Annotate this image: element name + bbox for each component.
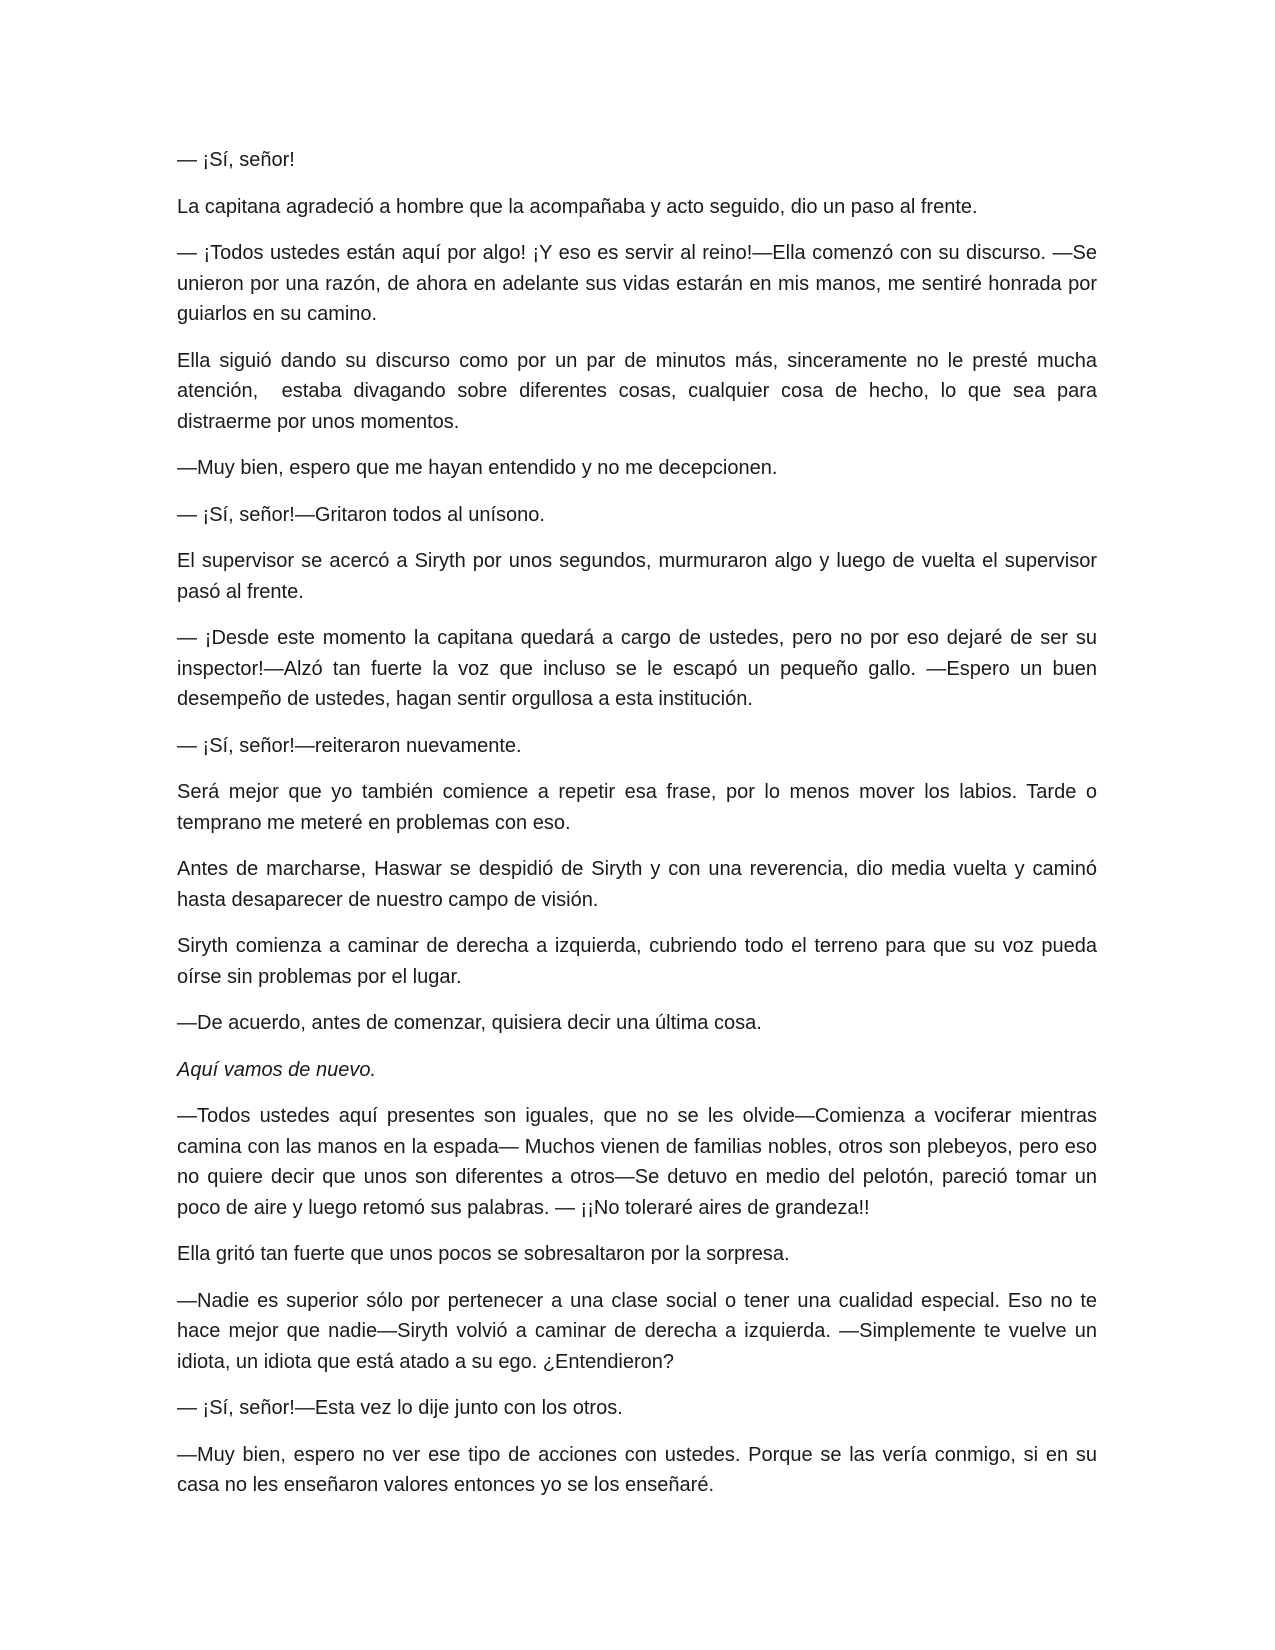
paragraph: —Muy bien, espero no ver ese tipo de acciones con ustedes. Porque se las vería conmigo, si en su casa no les enseñaron valores entonces yo se los enseñaré.: [177, 1443, 1103, 1496]
paragraph: — ¡Sí, señor!—Esta vez lo dije junto con los otros.: [177, 1397, 623, 1419]
body-text: [177, 145, 1103, 1517]
paragraph: —De acuerdo, antes de comenzar, quisiera decir una última cosa.: [177, 1012, 762, 1034]
paragraph: La capitana agradeció a hombre que la acompañaba y acto seguido, dio un paso al frente.: [177, 195, 978, 218]
paragraph: — ¡Sí, señor!: [177, 149, 295, 171]
italic-paragraph: Aquí vamos de nuevo.: [177, 1058, 377, 1081]
paragraph: Ella gritó tan fuerte que unos pocos se sobresaltaron por la sorpresa.: [177, 1243, 790, 1265]
paragraph: —Muy bien, espero que me hayan entendido y no me decepcionen.: [177, 457, 778, 479]
paragraph: — ¡Todos ustedes están aquí por algo! ¡Y eso es servir al reino!—Ella comenzó con su discurso. —Se unieron por una razón, de ahora en adelante sus vidas estarán en mis manos, me sentiré honrada por guiarlos en su camino.: [177, 242, 1103, 325]
paragraph: Antes de marcharse, Haswar se despidió de Siryth y con una reverencia, dio media vuelta y caminó hasta desaparecer de nuestro campo de visión.: [177, 858, 1103, 911]
paragraph: El supervisor se acercó a Siryth por unos segundos, murmuraron algo y luego de vuelta el supervisor pasó al frente.: [177, 550, 1103, 603]
paragraph: Será mejor que yo también comience a repetir esa frase, por lo menos mover los labios. Tarde o temprano me meteré en problemas con eso.: [177, 781, 1103, 834]
paragraph: Siryth comienza a caminar de derecha a izquierda, cubriendo todo el terreno para que su voz pueda oírse sin problemas por el lugar.: [177, 935, 1103, 988]
paragraph: —Todos ustedes aquí presentes son iguales, que no se les olvide—Comienza a vociferar mientras camina con las manos en la espada— Muchos vienen de familias nobles, otros son plebeyos, pero eso no quiere decir que unos son diferentes a otros—Se detuvo en medio del pelotón, pareció tomar un poco de aire y luego retomó sus palabras. — ¡¡No toleraré aires de grandeza!!: [177, 1105, 1103, 1219]
paragraph: —Nadie es superior sólo por pertenecer a una clase social o tener una cualidad especial. Eso no te hace mejor que nadie—Siryth volvió a caminar de derecha a izquierda. —Simplemente te vuelve un idiota, un idiota que está atado a su ego. ¿Entendieron?: [177, 1289, 1103, 1373]
paragraph: — ¡Sí, señor!—Gritaron todos al unísono.: [177, 503, 545, 526]
paragraph: — ¡Desde este momento la capitana quedará a cargo de ustedes, pero no por eso dejaré de ser su inspector!—Alzó tan fuerte la voz que incluso se le escapó un pequeño gallo. —Espero un buen desempeño de ustedes, hagan sentir orgullosa a esta institución.: [177, 627, 1103, 710]
paragraph: Ella siguió dando su discurso como por un par de minutos más, sinceramente no le presté mucha atención, estaba divagando sobre diferentes cosas, cualquier cosa de hecho, lo que sea para distraerme por unos momentos.: [177, 349, 1103, 433]
paragraph: — ¡Sí, señor!—reiteraron nuevamente.: [177, 734, 522, 757]
